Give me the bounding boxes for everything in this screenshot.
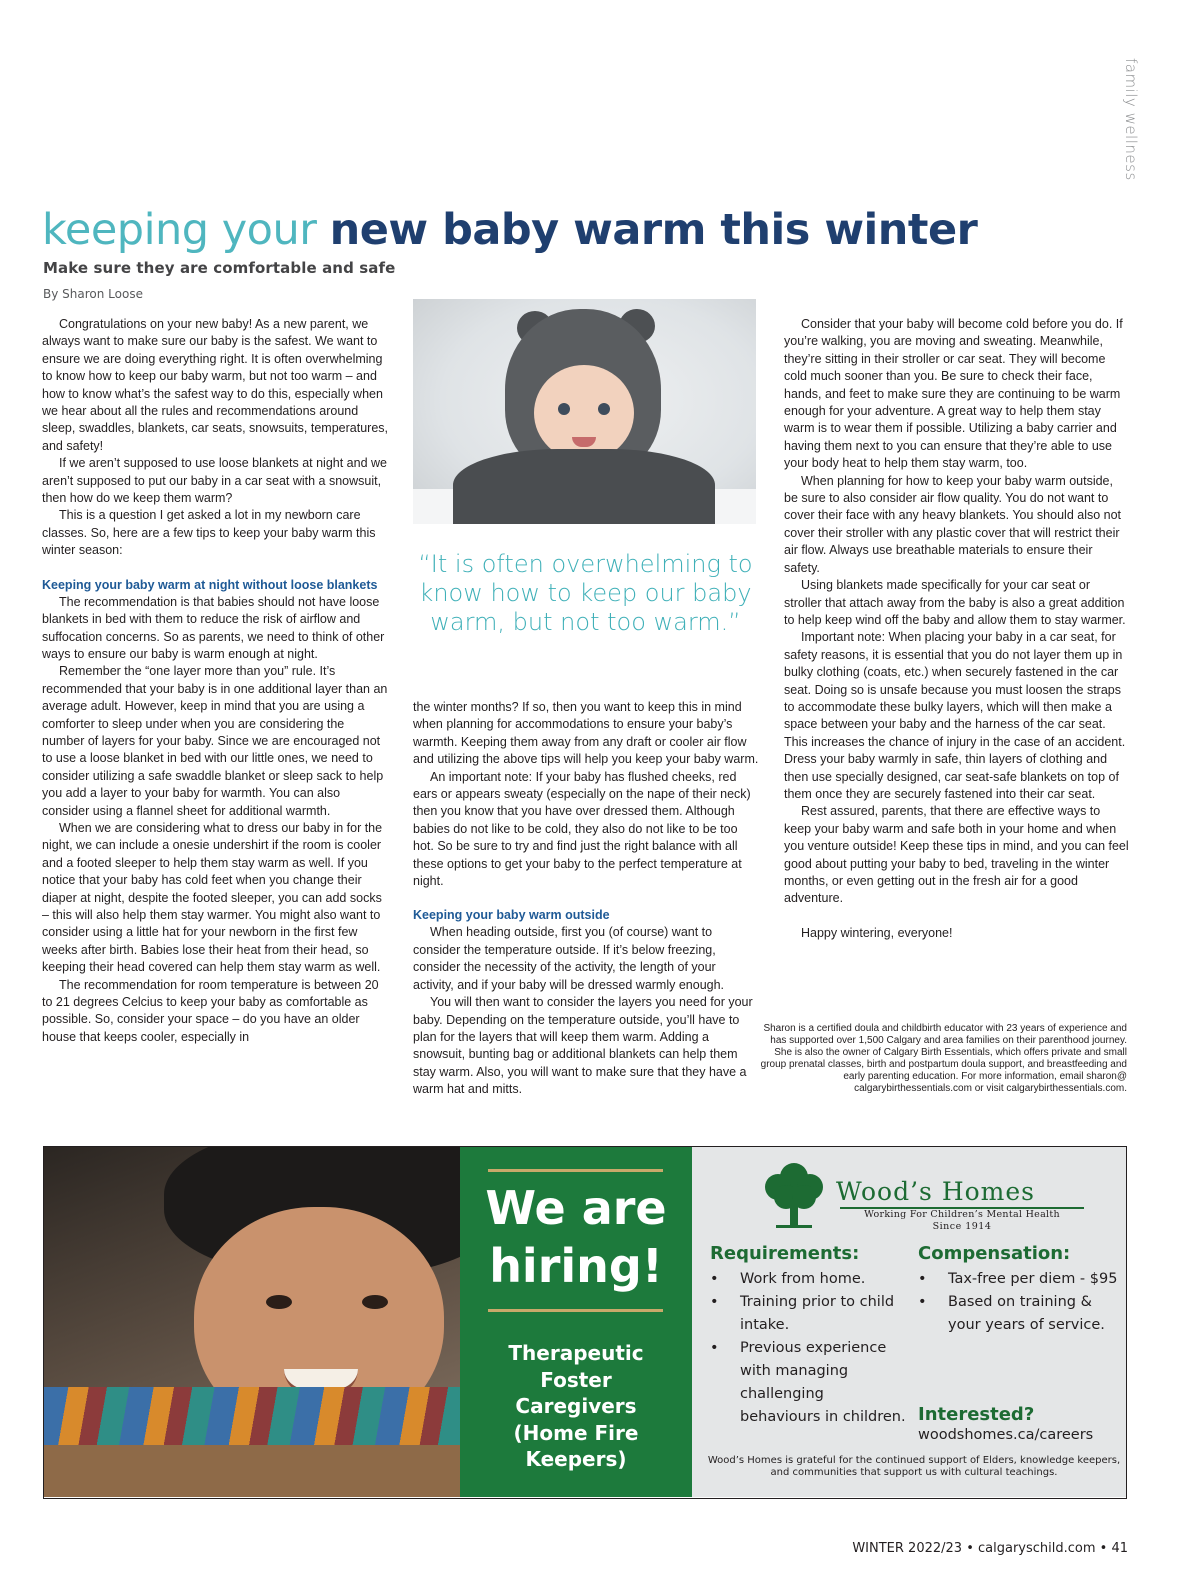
list-item: • Work from home. — [710, 1268, 906, 1291]
hiring-line: hiring! — [489, 1239, 663, 1293]
list-item: • Previous experience with managing challenging behaviours in children. — [710, 1337, 906, 1429]
hiring-panel — [460, 1147, 692, 1497]
role-line: (Home Fire — [513, 1420, 639, 1445]
acknowledgement: Wood’s Homes is grateful for the continued support of Elders, knowledge keepers, and communities that support us with cultural teachings. — [707, 1455, 1121, 1478]
paragraph: An important note: If your baby has flushed cheeks, red ears or appears sweaty (especially on the nape of their neck) then you know that you have over dressed them. Although babies do not like to be cold, they also do not like to be too hot. So be sure to try and find just the right balance with all these options to get your baby to the perfect temperature at night. — [413, 769, 751, 889]
logo-tagline: Working For Children’s Mental Health — [864, 1209, 1060, 1220]
sign-off: Happy wintering, everyone! — [801, 925, 953, 940]
article-column-2 — [413, 699, 759, 1099]
tree-logo-icon — [758, 1157, 830, 1231]
paragraph: The recommendation for room temperature is between 20 to 21 degrees Celcius to keep your baby as comfortable as possible. So, consider your space – do you have an older house that keeps cooler, especially in — [42, 977, 379, 1044]
hiring-line: We are — [485, 1181, 667, 1235]
woods-homes-ad — [43, 1146, 1127, 1499]
article-deck: Make sure they are comfortable and safe — [43, 259, 396, 277]
role-line: Foster — [540, 1367, 612, 1392]
pull-quote: “It is often overwhelming to know how to keep our baby warm, but not too warm.” — [418, 550, 753, 636]
job-info-panel — [692, 1147, 1126, 1497]
baby-eye — [598, 403, 610, 415]
careers-link[interactable]: woodshomes.ca/careers — [918, 1427, 1094, 1443]
paragraph: Important note: When placing your baby in a car seat, for safety reasons, it is essential that you do not layer them up in bulky clothing (coats, etc.) when securely fastened in the car seat. Doing so is unsafe because you must loosen the straps to accommodate these bulky layers, which will then make a space between your baby and the harness of the car seat. This increases the chance of injury in the case of an accident. Dress your baby warmly in safe, thin layers of clothing and then use specially designed, car seat-safe blankets on top of them once they are securely fastened into their car seat. — [784, 630, 1126, 801]
role-line: Keepers) — [525, 1447, 627, 1471]
logo-since: Since 1914 — [932, 1221, 992, 1232]
gold-rule — [488, 1169, 663, 1172]
interested-heading: Interested? — [918, 1404, 1035, 1425]
headline-bold: new baby warm this winter — [329, 205, 978, 255]
headline-light: keeping your — [42, 205, 330, 255]
hiring-headline — [460, 1179, 692, 1295]
paragraph: Rest assured, parents, that there are effective ways to keep your baby warm and safe both in your home and when you venture outside! Keep these tips in mind, and you can feel good about putting your baby to bed, traveling in the winter months, or even getting out in the fresh air for a good adventure. — [784, 804, 1129, 906]
role-title — [470, 1340, 682, 1473]
list-item: • Training prior to child intake. — [710, 1291, 906, 1337]
compensation-list — [918, 1268, 1118, 1337]
list-item: • Tax-free per diem - $95 — [918, 1268, 1118, 1291]
bear-suit — [453, 449, 715, 524]
compensation-heading: Compensation: — [918, 1243, 1071, 1264]
subhead-outside: Keeping your baby warm outside — [413, 908, 610, 923]
paragraph: This is a question I get asked a lot in my newborn care classes. So, here are a few tips to keep your baby warm this winter season: — [42, 508, 376, 558]
requirements-heading: Requirements: — [710, 1243, 860, 1264]
baby-photo — [413, 299, 756, 524]
logo-wordmark: Wood’s Homes — [836, 1177, 1036, 1206]
paragraph: If we aren’t supposed to use loose blankets at night and we aren’t supposed to put our baby in a car seat with a snowsuit, then how do we keep them warm? — [42, 456, 387, 506]
subhead-night: Keeping your baby warm at night without loose blankets — [42, 577, 378, 592]
gold-rule — [488, 1309, 663, 1312]
article-column-3 — [784, 316, 1130, 942]
paragraph: Remember the “one layer more than you” rule. It’s recommended that your baby is in one additional layer than an average adult. However, keep in mind that you are using a comforter to sleep under when you are considering the number of layers for your baby. Since we are encouraged not to use a loose blanket in bed with our little ones, we need to consider utilizing a safe swaddle blanket or sleep sack to help you add a layer to your baby for warmth. You can also consider using a flannel sheet for additional warmth. — [42, 664, 388, 818]
paragraph: Consider that your baby will become cold before you do. If you’re walking, you are moving and sweating. Meanwhile, they’re sitting in their stroller or car seat. They will become cold much sooner than you. Be sure to check their face, hands, and feet to make sure they are continuing to be warm enough for your adventure. A great way to help them stay warm is to wear them if possible. Utilizing a baby carrier and having them next to you can ensure that they’re able to use your body heat to help them stay warm, too. — [784, 317, 1123, 471]
list-item: • Based on training & your years of service. — [918, 1291, 1118, 1337]
paragraph: Using blankets made specifically for your car seat or stroller that attach away from the baby is also a great addition to help keep wind off the baby and allow them to stay warmer. — [784, 578, 1126, 627]
article-column-1 — [42, 316, 388, 1046]
paragraph: The recommendation is that babies should not have loose blankets in bed with them to reduce the risk of airflow and suffocation concerns. So as parents, we need to think of other ways to ensure our baby is warm enough at night. — [42, 594, 385, 661]
wood-shelf — [44, 1445, 460, 1497]
paragraph: the winter months? If so, then you want to keep this in mind when planning for accommodations to ensure your baby’s warmth. Keeping them away from any draft or cooler air flow and utilizing the above tips will help you keep your baby warm. — [413, 700, 759, 767]
paragraph: Congratulations on your new baby! As a new parent, we always want to make sure our baby is the safest. We want to ensure we are doing everything right. It is often overwhelming to know how to keep our baby warm, but not too warm – and how to know what’s the safest way to do this, especially when we hear about all the rules and recommendations around sleep, swaddles, blankets, car seats, snowsuits, temperatures, and safety! — [42, 317, 388, 453]
article-headline — [42, 203, 1042, 257]
role-line: Therapeutic — [508, 1341, 644, 1365]
page-folio: WINTER 2022/23 • calgaryschild.com • 41 — [852, 1541, 1128, 1556]
paragraph: When planning for how to keep your baby warm outside, be sure to also consider air flow quality. You do not want to cover their face with any heavy blankets. You should also not cover their stroller with any plastic cover that will restrict their air flow. Always use breathable materials to ensure their safety. — [784, 473, 1122, 575]
byline: By Sharon Loose — [43, 287, 143, 301]
baby-eye — [558, 403, 570, 415]
section-tag: family wellness — [1122, 58, 1140, 181]
role-line: Caregivers — [515, 1394, 637, 1418]
paragraph: You will then want to consider the layers you need for your baby. Depending on the temperature outside, you’ll have to plan for the layers that will keep them warm. Adding a snowsuit, bunting bag or additional blankets can help them stay warm. Also, you will want to make sure that they have a warm hat and mitts. — [413, 995, 753, 1097]
child-eye — [362, 1295, 388, 1309]
child-eye — [266, 1295, 292, 1309]
requirements-list — [710, 1268, 906, 1429]
author-bio: Sharon is a certified doula and childbirth educator with 23 years of experience and has supported over 1,500 Calgary and area families on their parenthood journey. She is also the owner of Calgary Birth Essentials, which offers private and small group prenatal classes, birth and postpartum doula support, and breastfeeding and early parenting education. For more information, email sharon@ calgarybirthessentials.com or visit calgarybirthessentials.com. — [760, 1023, 1127, 1094]
paragraph: When heading outside, first you (of course) want to consider the temperature outside. If it’s below freezing, consider the necessity of the activity, the length of your activity, and if your baby will be dressed warmly enough. — [413, 925, 725, 992]
paragraph: When we are considering what to dress our baby in for the night, we can include a onesie undershirt if the room is cooler and a footed sleeper to help them stay warm as well. If you notice that your baby has cold feet when you change their diaper at night, despite the footed sleeper, you can add socks – this will also help them stay warmer. You might also want to consider using a little hat for your newborn in the first few weeks after birth. Babies lose their heat from their head, so keeping their head covered can help them stay warm as well. — [42, 820, 383, 975]
ad-child-photo — [44, 1147, 460, 1497]
